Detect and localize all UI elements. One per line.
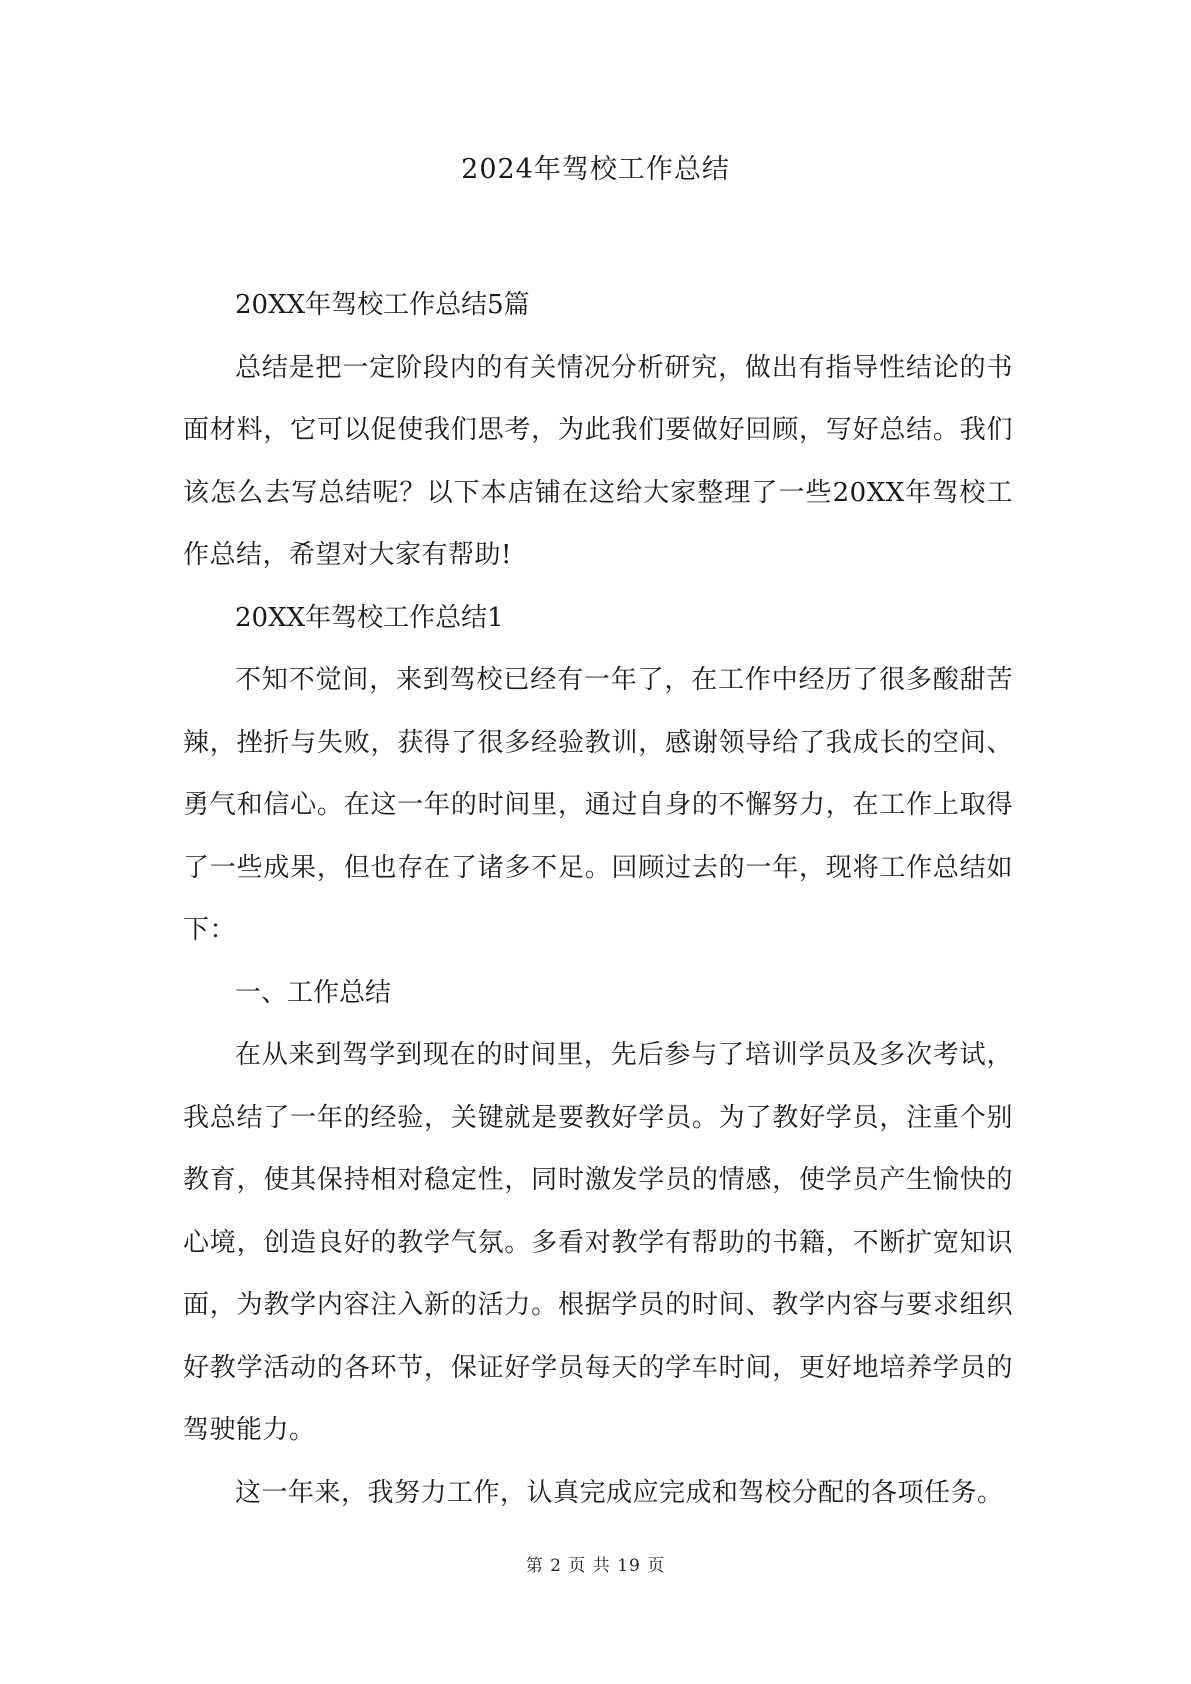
subtitle-line: 20XX年驾校工作总结5篇 (235, 290, 530, 320)
section-heading-work-summary: 一、工作总结 (235, 977, 392, 1008)
page-number-footer: 第 2 页 共 19 页 (525, 1556, 666, 1576)
intro-paragraph: 总结是把一定阶段内的有关情况分析研究，做出有指导性结论的书面材料，它可以促使我们思考，为此我们要做好回顾，写好总结。我们该怎么去写总结呢？以下本店铺在这给大家整理了一些20XX年驾校工作总结，希望对大家有帮助! (183, 352, 1013, 570)
document-title: 2024年驾校工作总结 (461, 154, 730, 185)
body-paragraph-3: 这一年来，我努力工作，认真完成应完成和驾校分配的各项任务。 (235, 1477, 1004, 1508)
document-body (183, 274, 1013, 1524)
section-heading-1: 20XX年驾校工作总结1 (235, 602, 504, 633)
body-paragraph-2: 在从来到驾学到现在的时间里，先后参与了培训学员及多次考试，我总结了一年的经验，关键就是要教好学员。为了教好学员，注重个别教育，使其保持相对稳定性，同时激发学员的情感，使学员产生愉快的心境，创造良好的教学气氛。多看对教学有帮助的书籍，不断扩宽知识面，为教学内容注入新的活力。根据学员的时间、教学内容与要求组织好教学活动的各环节，保证好学员每天的学车时间，更好地培养学员的驾驶能力。 (183, 1040, 1013, 1445)
body-paragraph-1: 不知不觉间，来到驾校已经有一年了，在工作中经历了很多酸甜苦辣，挫折与失败，获得了很多经验教训，感谢领导给了我成长的空间、勇气和信心。在这一年的时间里，通过自身的不懈努力，在工作上取得了一些成果，但也存在了诸多不足。回顾过去的一年，现将工作总结如下： (183, 665, 1013, 945)
